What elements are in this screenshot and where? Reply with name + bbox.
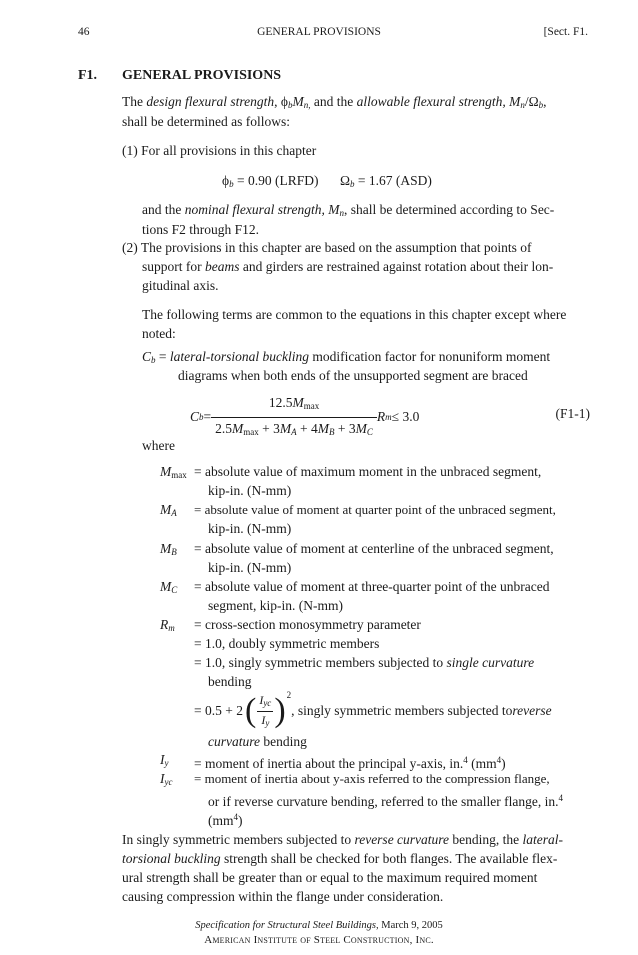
terms-intro-line-2: noted: xyxy=(142,326,176,341)
mmax-definition-line-2: kip-in. (N-mm) xyxy=(208,483,292,498)
mb-symbol: $M_B$ xyxy=(160,541,177,557)
section-reference: [Sect. F1. xyxy=(543,26,588,38)
mc-definition-line-1: = absolute value of moment at three-quarter point of the unbraced xyxy=(194,579,550,594)
rm-definition-line-4: bending xyxy=(208,674,252,689)
mb-definition-line-2: kip-in. (N-mm) xyxy=(208,560,292,575)
terms-intro-line-1: The following terms are common to the equations in this chapter except where xyxy=(142,307,567,322)
ma-definition-line-1: = absolute value of moment at quarter point of the unbraced segment, xyxy=(194,502,556,517)
cb-definition-line-1: $C_b$ = lateral-torsional buckling modification factor for nonuniform moment xyxy=(142,349,551,365)
phi-factor: $\phi_b = 0.90$ (LRFD) xyxy=(222,173,319,189)
section-title: GENERAL PROVISIONS xyxy=(122,68,282,83)
iy-symbol: $I_y$ xyxy=(160,752,169,768)
closing-line-4: causing compression within the flange under consideration. xyxy=(122,889,444,904)
mc-definition-line-2: segment, kip-in. (N-mm) xyxy=(208,598,343,613)
rm-definition-line-3: = 1.0, singly symmetric members subjected to single curvature xyxy=(194,655,535,670)
iyc-definition-line-2: or if reverse curvature bending, referred to the smaller flange, in.$^4$ xyxy=(208,793,563,809)
item-1-label: (1) For all provisions in this chapter xyxy=(122,143,317,158)
iyc-symbol: $I_{yc}$ xyxy=(160,771,173,787)
item-2-line-1: (2) The provisions in this chapter are based on the assumption that points of xyxy=(122,240,532,255)
where-label: where xyxy=(142,438,175,453)
iyc-definition-line-3: $(mm^4)$ xyxy=(208,812,243,828)
equation-f1-1: C b = $\frac{12.5M_{max}}{2.5M_{max} + 3M_A + 4M_B + 3M_C}$ R m ≤ 3.0 xyxy=(190,394,419,440)
iy-definition-line-1: = moment of inertia about the principal y-axis, in.$^4$ $(mm^4)$ xyxy=(194,755,506,771)
closing-line-1: In singly symmetric members subjected to reverse curvature bending, the lateral- xyxy=(122,832,564,847)
item-1-text-line-1: and the nominal flexural strength, $M_n$, shall be determined according to Sec- xyxy=(142,202,555,218)
mmax-definition-line-1: = absolute value of maximum moment in the unbraced segment, xyxy=(194,464,542,479)
rm-definition-line-5: = 0.5 + 2 ( $\frac{I_{yc}}{I_y}$ ) 2 , singly symmetric members subjected to reverse xyxy=(194,690,552,729)
closing-line-2: torsional buckling strength shall be checked for both flanges. The available flex- xyxy=(122,851,558,866)
iyc-over-iy-fraction: $\frac{I_{yc}}{I_y}$ xyxy=(259,692,272,728)
closing-line-3: ural strength shall be greater than or equal to the maximum required moment xyxy=(122,870,538,885)
rm-definition-line-1: = cross-section monosymmetry parameter xyxy=(194,617,421,632)
footer-line-1: Specification for Structural Steel Buildings, March 9, 2005 xyxy=(195,920,443,931)
page-number: 46 xyxy=(78,26,90,38)
rm-definition-line-6: curvature bending xyxy=(208,734,307,749)
ma-symbol: $M_A$ xyxy=(160,502,177,518)
section-number: F1. xyxy=(78,68,98,83)
mc-symbol: $M_C$ xyxy=(160,579,178,595)
mb-definition-line-1: = absolute value of moment at centerline of the unbraced segment, xyxy=(194,541,554,556)
equation-number: (F1-1) xyxy=(555,406,590,421)
intro-line-2: shall be determined as follows: xyxy=(122,114,290,129)
rm-symbol: $R_m$ xyxy=(160,617,175,633)
equation-fraction: $\frac{12.5M_{max}}{2.5M_{max} + 3M_A + 4M_B + 3M_C}$ xyxy=(211,393,377,442)
iyc-definition-line-1: = moment of inertia about y-axis referred to the compression flange, xyxy=(194,771,550,786)
item-2-line-2: support for beams and girders are restrained against rotation about their lon- xyxy=(142,259,554,274)
running-title: GENERAL PROVISIONS xyxy=(257,26,381,38)
omega-factor: $\Omega_b = 1.67$ (ASD) xyxy=(340,173,432,189)
intro-line-1: The design flexural strength, $\phi_bM_{n,}$ and the allowable flexural strength, $M_n/\Omega_b$, xyxy=(122,94,547,110)
ma-definition-line-2: kip-in. (N-mm) xyxy=(208,521,292,536)
mmax-symbol: $M_{max}$ xyxy=(160,464,187,480)
footer-line-2: American Institute of Steel Construction, Inc. xyxy=(204,934,434,946)
item-2-line-3: gitudinal axis. xyxy=(142,278,219,293)
item-1-text-line-2: tions F2 through F12. xyxy=(142,222,260,237)
rm-definition-line-2: = 1.0, doubly symmetric members xyxy=(194,636,380,651)
cb-definition-line-2: diagrams when both ends of the unsupported segment are braced xyxy=(178,368,528,383)
